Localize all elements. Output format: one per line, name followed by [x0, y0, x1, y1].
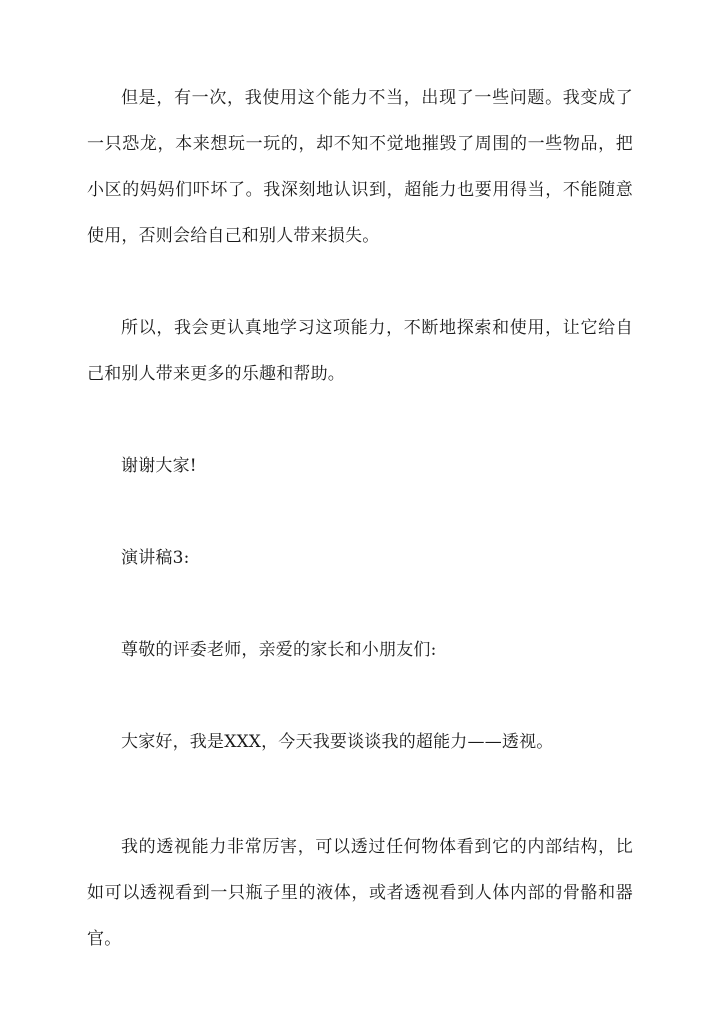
paragraph-greeting: 尊敬的评委老师，亲爱的家长和小朋友们: — [121, 640, 437, 660]
paragraph-speech-heading: 演讲稿3: — [121, 548, 190, 568]
paragraph-introduction: 大家好，我是XXX，今天我要谈谈我的超能力——透视。 — [121, 732, 554, 752]
paragraph-learn-more: 所以，我会更认真地学习这项能力，不断地探索和使用，让它给自己和别人带来更多的乐趣和帮助。 — [87, 318, 633, 384]
paragraph-misuse-power: 但是，有一次，我使用这个能力不当，出现了一些问题。我变成了一只恐龙，本来想玩一玩的，却不知不觉地摧毁了周围的一些物品，把小区的妈妈们吓坏了。我深刻地认识到，超能力也要用得当，不能随意使用，否则会给自己和别人带来损失。 — [87, 88, 633, 246]
paragraph-xray-description: 我的透视能力非常厉害，可以透过任何物体看到它的内部结构，比如可以透视看到一只瓶子里的液体，或者透视看到人体内部的骨骼和器官。 — [87, 837, 633, 949]
paragraph-thanks: 谢谢大家! — [121, 456, 197, 476]
